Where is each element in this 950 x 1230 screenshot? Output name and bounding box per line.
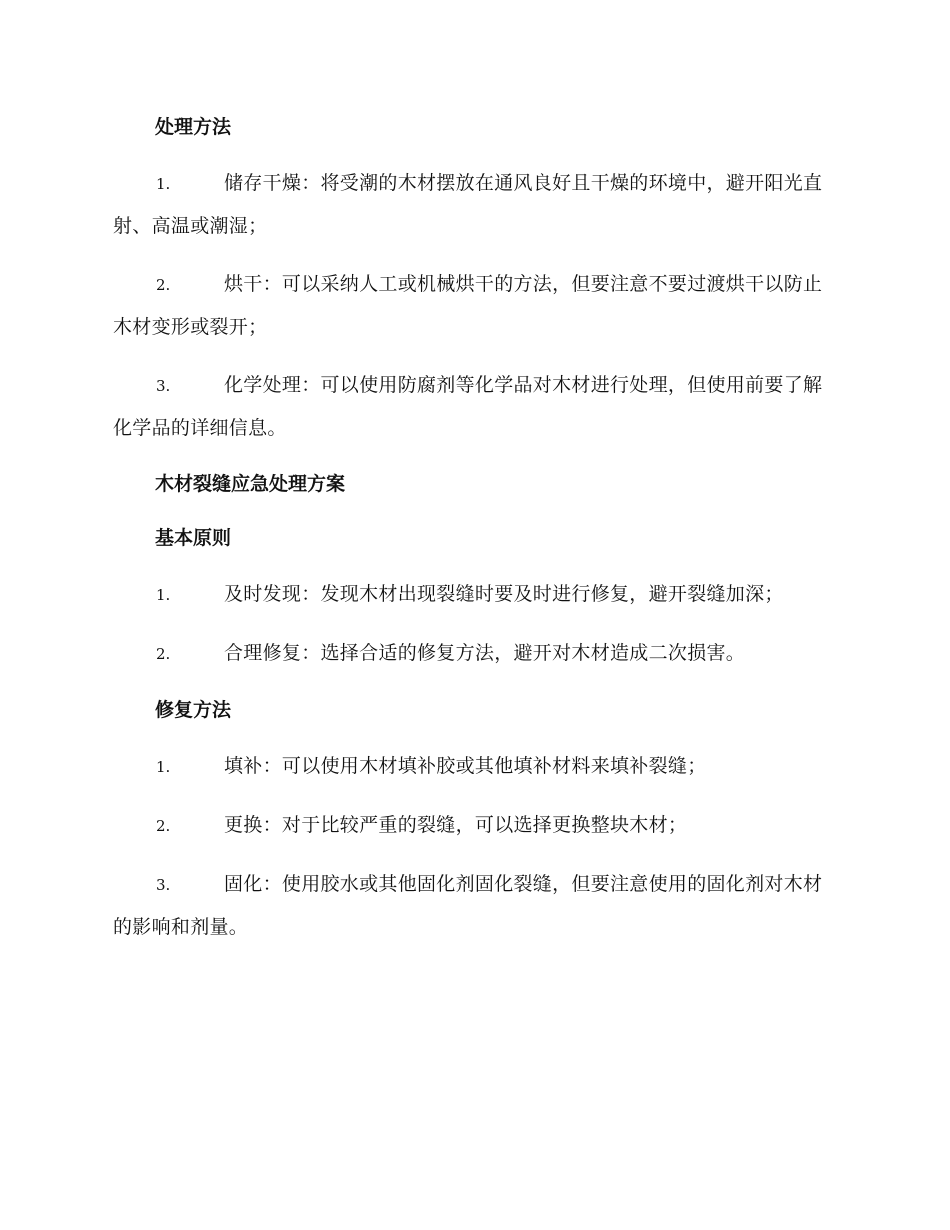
list-item-text: 烘干：可以采纳人工或机械烘干的方法，但要注意不要过渡烘干以防止木材变形或裂开； bbox=[113, 273, 823, 338]
list-number: 3. bbox=[156, 377, 171, 395]
list-item bbox=[113, 364, 833, 449]
list-item bbox=[113, 804, 833, 847]
section-heading-repair-methods: 修复方法 bbox=[155, 699, 232, 721]
list-item bbox=[113, 573, 833, 616]
list-item bbox=[113, 162, 833, 247]
list-item-text: 固化：使用胶水或其他固化剂固化裂缝，但要注意使用的固化剂对木材的影响和剂量。 bbox=[113, 873, 823, 938]
list-item-text: 合理修复：选择合适的修复方法，避开对木材造成二次损害。 bbox=[224, 642, 746, 664]
list-item bbox=[113, 863, 833, 948]
list-number: 1. bbox=[156, 758, 171, 776]
list-number: 2. bbox=[156, 817, 171, 835]
list-number: 3. bbox=[156, 876, 171, 894]
section-heading-basic-principles: 基本原则 bbox=[155, 527, 232, 549]
document-page bbox=[113, 108, 833, 964]
list-item-text: 储存干燥：将受潮的木材摆放在通风良好且干燥的环境中，避开阳光直射、高温或潮湿； bbox=[113, 172, 823, 237]
list-item-text: 填补：可以使用木材填补胶或其他填补材料来填补裂缝； bbox=[224, 755, 707, 777]
section-heading-processing-methods: 处理方法 bbox=[155, 116, 232, 138]
list-item bbox=[113, 263, 833, 348]
list-item-text: 更换：对于比较严重的裂缝，可以选择更换整块木材； bbox=[224, 814, 688, 836]
list-item-text: 及时发现：发现木材出现裂缝时要及时进行修复，避开裂缝加深； bbox=[224, 583, 784, 605]
list-item bbox=[113, 745, 833, 788]
list-number: 1. bbox=[156, 175, 171, 193]
list-number: 1. bbox=[156, 586, 171, 604]
list-item bbox=[113, 632, 833, 675]
list-number: 2. bbox=[156, 276, 171, 294]
list-item-text: 化学处理：可以使用防腐剂等化学品对木材进行处理，但使用前要了解化学品的详细信息。 bbox=[113, 374, 823, 439]
section-title-crack-emergency-plan: 木材裂缝应急处理方案 bbox=[155, 473, 346, 495]
list-number: 2. bbox=[156, 645, 171, 663]
